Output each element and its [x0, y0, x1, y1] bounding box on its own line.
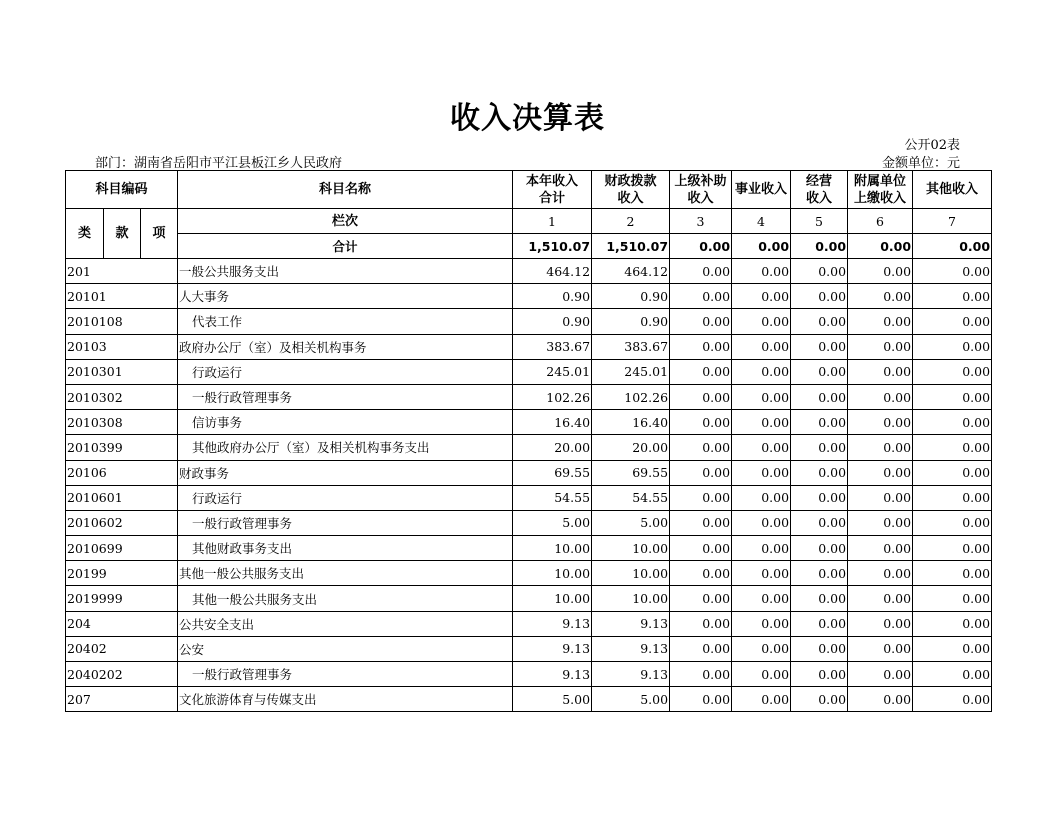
table-row	[66, 435, 992, 460]
column-number: 7	[913, 209, 992, 234]
amount-cell: 0.00	[732, 435, 791, 460]
amount-cell: 0.00	[732, 510, 791, 535]
amount-cell: 0.00	[913, 662, 992, 687]
amount-cell: 0.00	[732, 309, 791, 334]
amount-cell: 10.00	[513, 536, 592, 561]
amount-cell: 0.00	[732, 460, 791, 485]
total-value: 0.00	[791, 234, 848, 259]
amount-cell: 0.00	[670, 536, 732, 561]
code-spacer	[141, 586, 178, 611]
code-spacer	[104, 561, 141, 586]
amount-cell: 0.00	[670, 309, 732, 334]
amount-cell: 9.13	[592, 662, 670, 687]
amount-cell: 0.00	[732, 384, 791, 409]
subject-name: 人大事务	[178, 284, 513, 309]
amount-cell: 0.00	[791, 586, 848, 611]
table-row	[66, 485, 992, 510]
table-row	[66, 284, 992, 309]
amount-cell: 0.00	[848, 410, 913, 435]
fiscal-allocation-header: 财政拨款 收入	[592, 171, 670, 209]
amount-cell: 16.40	[513, 410, 592, 435]
amount-cell: 0.90	[513, 309, 592, 334]
amount-cell: 0.00	[670, 259, 732, 284]
amount-cell: 0.00	[913, 561, 992, 586]
amount-cell: 0.00	[791, 309, 848, 334]
amount-cell: 0.00	[913, 309, 992, 334]
column-number: 4	[732, 209, 791, 234]
subject-code: 2019999	[66, 586, 104, 611]
code-spacer	[141, 259, 178, 284]
subject-code: 20106	[66, 460, 104, 485]
affiliated-income-header: 附属单位 上缴收入	[848, 171, 913, 209]
amount-cell: 0.00	[848, 611, 913, 636]
amount-cell: 464.12	[592, 259, 670, 284]
code-spacer	[104, 460, 141, 485]
subject-code: 2010302	[66, 384, 104, 409]
code-spacer	[141, 611, 178, 636]
amount-cell: 0.00	[670, 359, 732, 384]
subject-code: 207	[66, 687, 104, 712]
amount-cell: 0.00	[732, 536, 791, 561]
amount-cell: 0.00	[848, 687, 913, 712]
amount-cell: 10.00	[513, 561, 592, 586]
department-label: 部门：湖南省岳阳市平江县板江乡人民政府	[95, 156, 343, 171]
amount-cell: 0.00	[791, 435, 848, 460]
kuan-header: 款	[104, 209, 141, 259]
code-spacer	[141, 359, 178, 384]
form-code: 公开02表	[904, 138, 960, 153]
subject-name: 信访事务	[178, 410, 513, 435]
subject-code: 2040202	[66, 662, 104, 687]
subject-code: 20199	[66, 561, 104, 586]
amount-cell: 69.55	[592, 460, 670, 485]
table-row	[66, 259, 992, 284]
amount-cell: 0.00	[732, 334, 791, 359]
amount-cell: 0.00	[848, 485, 913, 510]
amount-cell: 0.00	[670, 510, 732, 535]
amount-cell: 0.00	[791, 334, 848, 359]
amount-cell: 0.00	[732, 284, 791, 309]
amount-cell: 0.00	[913, 334, 992, 359]
amount-cell: 464.12	[513, 259, 592, 284]
amount-cell: 0.00	[670, 485, 732, 510]
column-number: 1	[513, 209, 592, 234]
amount-cell: 0.00	[848, 510, 913, 535]
amount-cell: 0.00	[670, 284, 732, 309]
subject-code-header: 科目编码	[66, 171, 178, 209]
amount-cell: 102.26	[592, 384, 670, 409]
amount-cell: 0.00	[791, 662, 848, 687]
code-spacer	[141, 334, 178, 359]
column-number: 2	[592, 209, 670, 234]
code-spacer	[141, 384, 178, 409]
amount-cell: 0.00	[913, 687, 992, 712]
amount-cell: 0.00	[670, 435, 732, 460]
amount-cell: 0.00	[670, 611, 732, 636]
subject-code: 2010602	[66, 510, 104, 535]
subject-name: 代表工作	[178, 309, 513, 334]
total-label: 合计	[178, 234, 513, 259]
amount-cell: 0.00	[791, 460, 848, 485]
total-value: 1,510.07	[513, 234, 592, 259]
table-row	[66, 611, 992, 636]
column-number: 3	[670, 209, 732, 234]
amount-cell: 0.00	[670, 384, 732, 409]
subject-code: 2010699	[66, 536, 104, 561]
subject-code: 20402	[66, 636, 104, 661]
column-label: 栏次	[178, 209, 513, 234]
subject-name: 其他政府办公厅（室）及相关机构事务支出	[178, 435, 513, 460]
amount-cell: 0.00	[913, 435, 992, 460]
subject-name: 文化旅游体育与传媒支出	[178, 687, 513, 712]
amount-cell: 0.00	[732, 561, 791, 586]
subject-name: 其他一般公共服务支出	[178, 561, 513, 586]
amount-cell: 0.00	[848, 334, 913, 359]
subject-name-header: 科目名称	[178, 171, 513, 209]
table-row	[66, 536, 992, 561]
xiang-header: 项	[141, 209, 178, 259]
subject-name: 一般行政管理事务	[178, 662, 513, 687]
amount-cell: 0.90	[592, 309, 670, 334]
amount-cell: 5.00	[592, 687, 670, 712]
subject-code: 2010301	[66, 359, 104, 384]
amount-cell: 0.00	[791, 561, 848, 586]
subject-name: 一般行政管理事务	[178, 384, 513, 409]
amount-cell: 0.00	[848, 259, 913, 284]
code-spacer	[141, 435, 178, 460]
amount-cell: 20.00	[513, 435, 592, 460]
subject-name: 公安	[178, 636, 513, 661]
amount-cell: 0.00	[913, 359, 992, 384]
code-spacer	[104, 334, 141, 359]
amount-cell: 0.00	[732, 359, 791, 384]
amount-cell: 0.00	[913, 485, 992, 510]
amount-cell: 0.00	[913, 536, 992, 561]
amount-cell: 0.00	[791, 284, 848, 309]
table-row	[66, 334, 992, 359]
amount-cell: 0.00	[791, 636, 848, 661]
table-row	[66, 309, 992, 334]
table-row	[66, 410, 992, 435]
table-row	[66, 359, 992, 384]
amount-cell: 0.00	[732, 259, 791, 284]
amount-cell: 0.00	[913, 284, 992, 309]
amount-cell: 69.55	[513, 460, 592, 485]
code-spacer	[104, 611, 141, 636]
total-value: 0.00	[913, 234, 992, 259]
amount-cell: 0.00	[791, 687, 848, 712]
amount-cell: 0.00	[670, 561, 732, 586]
amount-cell: 0.00	[848, 384, 913, 409]
code-spacer	[104, 284, 141, 309]
amount-cell: 0.00	[791, 410, 848, 435]
amount-cell: 0.00	[732, 410, 791, 435]
amount-cell: 16.40	[592, 410, 670, 435]
amount-cell: 0.00	[848, 636, 913, 661]
amount-cell: 0.00	[913, 410, 992, 435]
business-income-header: 事业收入	[732, 171, 791, 209]
code-spacer	[141, 510, 178, 535]
amount-cell: 102.26	[513, 384, 592, 409]
subject-name: 一般公共服务支出	[178, 259, 513, 284]
amount-cell: 0.00	[848, 435, 913, 460]
amount-cell: 0.00	[732, 636, 791, 661]
amount-cell: 0.00	[913, 586, 992, 611]
subject-code: 204	[66, 611, 104, 636]
table-row	[66, 687, 992, 712]
amount-cell: 0.00	[670, 586, 732, 611]
amount-cell: 9.13	[513, 611, 592, 636]
operating-income-header: 经营 收入	[791, 171, 848, 209]
total-value: 0.00	[732, 234, 791, 259]
subject-name: 行政运行	[178, 359, 513, 384]
amount-cell: 54.55	[513, 485, 592, 510]
subject-name: 行政运行	[178, 485, 513, 510]
table-row	[66, 384, 992, 409]
amount-cell: 0.00	[732, 586, 791, 611]
total-value: 0.00	[670, 234, 732, 259]
amount-cell: 0.00	[913, 636, 992, 661]
code-spacer	[141, 636, 178, 661]
amount-cell: 0.00	[670, 334, 732, 359]
subject-name: 公共安全支出	[178, 611, 513, 636]
total-value: 0.00	[848, 234, 913, 259]
code-spacer	[141, 485, 178, 510]
amount-cell: 0.00	[670, 636, 732, 661]
subject-code: 20101	[66, 284, 104, 309]
other-income-header: 其他收入	[913, 171, 992, 209]
amount-cell: 0.00	[791, 259, 848, 284]
table-row	[66, 586, 992, 611]
table-row	[66, 662, 992, 687]
amount-cell: 0.00	[791, 384, 848, 409]
amount-cell: 54.55	[592, 485, 670, 510]
amount-cell: 0.00	[791, 510, 848, 535]
amount-cell: 245.01	[592, 359, 670, 384]
code-spacer	[141, 284, 178, 309]
code-spacer	[141, 309, 178, 334]
subject-code: 20103	[66, 334, 104, 359]
code-spacer	[104, 687, 141, 712]
code-spacer	[141, 460, 178, 485]
amount-cell: 245.01	[513, 359, 592, 384]
amount-cell: 0.00	[791, 611, 848, 636]
table-row	[66, 510, 992, 535]
subject-name: 其他财政事务支出	[178, 536, 513, 561]
table-row	[66, 561, 992, 586]
superior-subsidy-header: 上级补助 收入	[670, 171, 732, 209]
amount-cell: 0.00	[732, 485, 791, 510]
amount-cell: 0.00	[913, 611, 992, 636]
amount-cell: 0.00	[732, 662, 791, 687]
amount-cell: 5.00	[513, 687, 592, 712]
amount-cell: 0.00	[732, 611, 791, 636]
income-settlement-table	[65, 170, 992, 712]
code-spacer	[141, 410, 178, 435]
table-body	[66, 259, 992, 712]
page-title: 收入决算表	[450, 101, 605, 136]
amount-cell: 5.00	[592, 510, 670, 535]
amount-cell: 9.13	[513, 662, 592, 687]
code-spacer	[141, 662, 178, 687]
amount-cell: 0.00	[848, 359, 913, 384]
amount-cell: 9.13	[513, 636, 592, 661]
amount-cell: 0.00	[791, 359, 848, 384]
amount-cell: 383.67	[513, 334, 592, 359]
code-spacer	[141, 561, 178, 586]
code-spacer	[104, 636, 141, 661]
code-spacer	[141, 687, 178, 712]
amount-cell: 0.00	[791, 536, 848, 561]
amount-cell: 0.00	[848, 309, 913, 334]
amount-cell: 0.00	[732, 687, 791, 712]
subject-name: 其他一般公共服务支出	[178, 586, 513, 611]
amount-cell: 9.13	[592, 636, 670, 661]
code-spacer	[141, 536, 178, 561]
annual-income-header: 本年收入 合计	[513, 171, 592, 209]
subject-name: 政府办公厅（室）及相关机构事务	[178, 334, 513, 359]
amount-cell: 9.13	[592, 611, 670, 636]
total-row	[66, 234, 992, 259]
amount-cell: 0.00	[848, 460, 913, 485]
amount-cell: 5.00	[513, 510, 592, 535]
amount-cell: 10.00	[513, 586, 592, 611]
subject-name: 财政事务	[178, 460, 513, 485]
lei-header: 类	[66, 209, 104, 259]
table-row	[66, 460, 992, 485]
amount-cell: 0.00	[670, 662, 732, 687]
amount-cell: 0.00	[848, 561, 913, 586]
table-row	[66, 636, 992, 661]
amount-cell: 0.00	[670, 460, 732, 485]
amount-cell: 0.00	[848, 284, 913, 309]
amount-cell: 0.00	[913, 259, 992, 284]
column-number: 6	[848, 209, 913, 234]
subject-code: 2010601	[66, 485, 104, 510]
amount-cell: 10.00	[592, 536, 670, 561]
amount-cell: 0.00	[913, 460, 992, 485]
code-spacer	[104, 259, 141, 284]
subject-code: 201	[66, 259, 104, 284]
subject-code: 2010399	[66, 435, 104, 460]
subject-code: 2010108	[66, 309, 104, 334]
amount-cell: 10.00	[592, 561, 670, 586]
amount-unit-label: 金额单位：元	[881, 156, 960, 171]
column-number: 5	[791, 209, 848, 234]
amount-cell: 0.00	[670, 410, 732, 435]
amount-cell: 10.00	[592, 586, 670, 611]
amount-cell: 0.00	[913, 510, 992, 535]
amount-cell: 0.00	[670, 687, 732, 712]
amount-cell: 20.00	[592, 435, 670, 460]
amount-cell: 0.00	[913, 384, 992, 409]
amount-cell: 0.00	[848, 536, 913, 561]
subject-code: 2010308	[66, 410, 104, 435]
amount-cell: 0.00	[848, 662, 913, 687]
total-value: 1,510.07	[592, 234, 670, 259]
amount-cell: 383.67	[592, 334, 670, 359]
amount-cell: 0.90	[513, 284, 592, 309]
amount-cell: 0.00	[791, 485, 848, 510]
amount-cell: 0.90	[592, 284, 670, 309]
subject-name: 一般行政管理事务	[178, 510, 513, 535]
amount-cell: 0.00	[848, 586, 913, 611]
